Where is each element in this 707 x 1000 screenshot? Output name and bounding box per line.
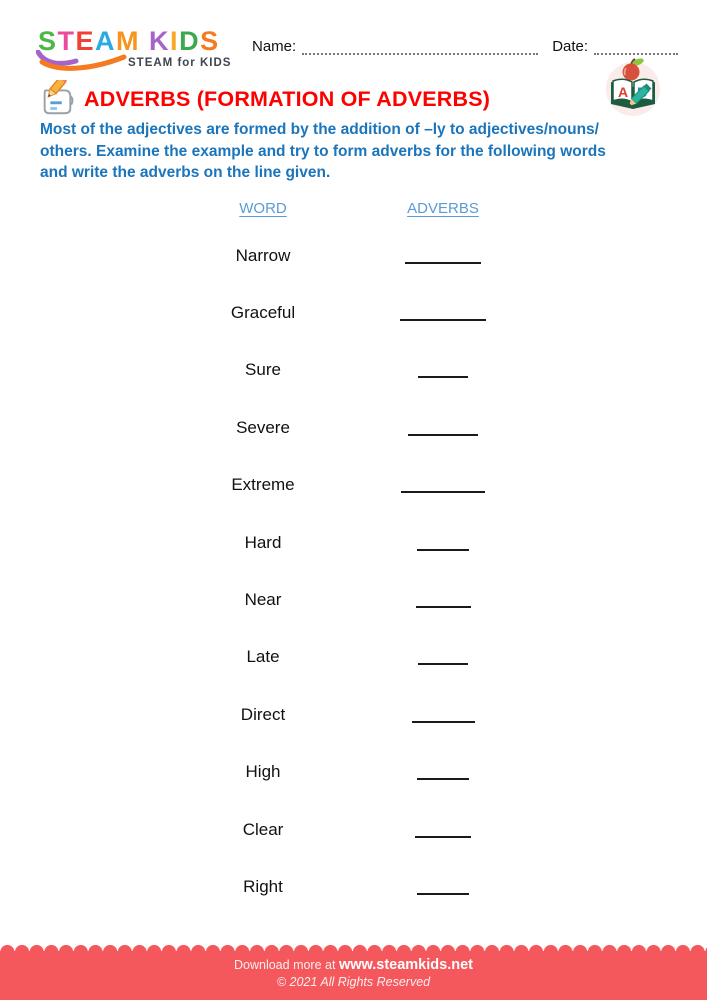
instructions-line-3: and write the adverbs on the line given. <box>40 164 331 181</box>
column-header-adverbs: ADVERBS <box>407 200 479 217</box>
adverb-answer-cell <box>358 361 528 379</box>
instructions-line-1: Most of the adjectives are formed by the addition of –ly to adjectives/nouns/ <box>40 121 599 138</box>
logo-letter: E <box>75 26 96 56</box>
adverb-answer-cell <box>358 763 528 781</box>
answer-blank-line[interactable] <box>418 366 468 378</box>
instructions <box>40 119 685 184</box>
word-label: Extreme <box>231 475 295 495</box>
adverb-answer-cell <box>358 648 528 666</box>
worksheet-table <box>168 200 528 916</box>
adverb-answer-cell <box>358 821 528 839</box>
word-label: Graceful <box>230 303 296 323</box>
table-row <box>168 571 528 628</box>
logo-letter: D <box>179 26 201 56</box>
table-row <box>168 629 528 686</box>
table-row <box>168 457 528 514</box>
date-label: Date: <box>552 38 589 55</box>
answer-blank-line[interactable] <box>401 481 485 493</box>
word-label: Clear <box>242 819 284 839</box>
adverb-answer-cell <box>358 706 528 724</box>
copyright-text: © 2021 All Rights Reserved <box>276 975 431 989</box>
table-row <box>168 399 528 456</box>
table-row <box>168 227 528 284</box>
answer-blank-line[interactable] <box>417 883 469 895</box>
answer-blank-line[interactable] <box>408 424 478 436</box>
logo-letter <box>140 26 149 56</box>
adverb-answer-cell <box>358 878 528 896</box>
word-label: Late <box>246 647 280 667</box>
table-row <box>168 801 528 858</box>
title-row <box>36 80 490 118</box>
table-row <box>168 514 528 571</box>
answer-blank-line[interactable] <box>415 826 471 838</box>
answer-blank-line[interactable] <box>405 252 481 264</box>
answer-blank-line[interactable] <box>416 596 471 608</box>
table-row <box>168 342 528 399</box>
paper-pencil-icon <box>36 80 78 118</box>
word-label: Narrow <box>235 245 291 265</box>
instructions-line-2: others. Examine the example and try to form adverbs for the following words <box>40 142 606 160</box>
logo-letter: I <box>170 26 180 56</box>
website-link[interactable]: www.steamkids.net <box>338 957 473 973</box>
table-row <box>168 858 528 915</box>
logo-letter: S <box>38 26 58 56</box>
word-label: Direct <box>240 704 286 724</box>
worksheet-rows <box>168 227 528 916</box>
answer-blank-line[interactable] <box>417 768 469 780</box>
logo-letter: T <box>57 26 76 56</box>
logo-letter: K <box>149 26 171 56</box>
adverb-answer-cell <box>358 591 528 609</box>
logo-letter: M <box>116 26 141 56</box>
answer-blank-line[interactable] <box>417 539 469 551</box>
answer-blank-line[interactable] <box>418 653 468 665</box>
adverb-answer-cell <box>358 419 528 437</box>
footer-band <box>0 951 707 1000</box>
table-row <box>168 284 528 341</box>
word-label: Right <box>243 876 283 896</box>
name-date-row <box>252 38 678 55</box>
word-label: Hard <box>244 532 282 552</box>
steam-kids-logo <box>38 26 232 69</box>
answer-blank-line[interactable] <box>400 309 486 321</box>
adverb-answer-cell <box>358 247 528 265</box>
word-label: Severe <box>236 417 290 437</box>
name-label: Name: <box>252 38 297 55</box>
page-title: ADVERBS (FORMATION OF ADVERBS) <box>84 86 491 111</box>
logo-letter: S <box>200 26 220 56</box>
adverb-answer-cell <box>358 304 528 322</box>
adverb-answer-cell <box>358 476 528 494</box>
download-more-text: Download more at <box>234 958 336 972</box>
date-input-line[interactable] <box>594 42 678 55</box>
word-label: High <box>245 762 281 782</box>
worksheet-header-row <box>168 200 528 217</box>
adverb-answer-cell <box>358 534 528 552</box>
table-row <box>168 686 528 743</box>
word-label: Sure <box>245 360 281 380</box>
logo-tagline: STEAM for KIDS <box>128 57 232 69</box>
table-row <box>168 744 528 801</box>
name-input-line[interactable] <box>302 42 538 55</box>
answer-blank-line[interactable] <box>412 711 475 723</box>
logo-letter: A <box>95 26 117 56</box>
footer-download-line <box>0 951 707 973</box>
svg-text:A: A <box>618 84 629 100</box>
logo-swoosh-icon <box>36 50 131 72</box>
column-header-word: WORD <box>239 200 287 217</box>
book-apple-pencil-icon <box>604 56 662 118</box>
word-label: Near <box>244 590 282 610</box>
scallop-border <box>0 944 707 952</box>
